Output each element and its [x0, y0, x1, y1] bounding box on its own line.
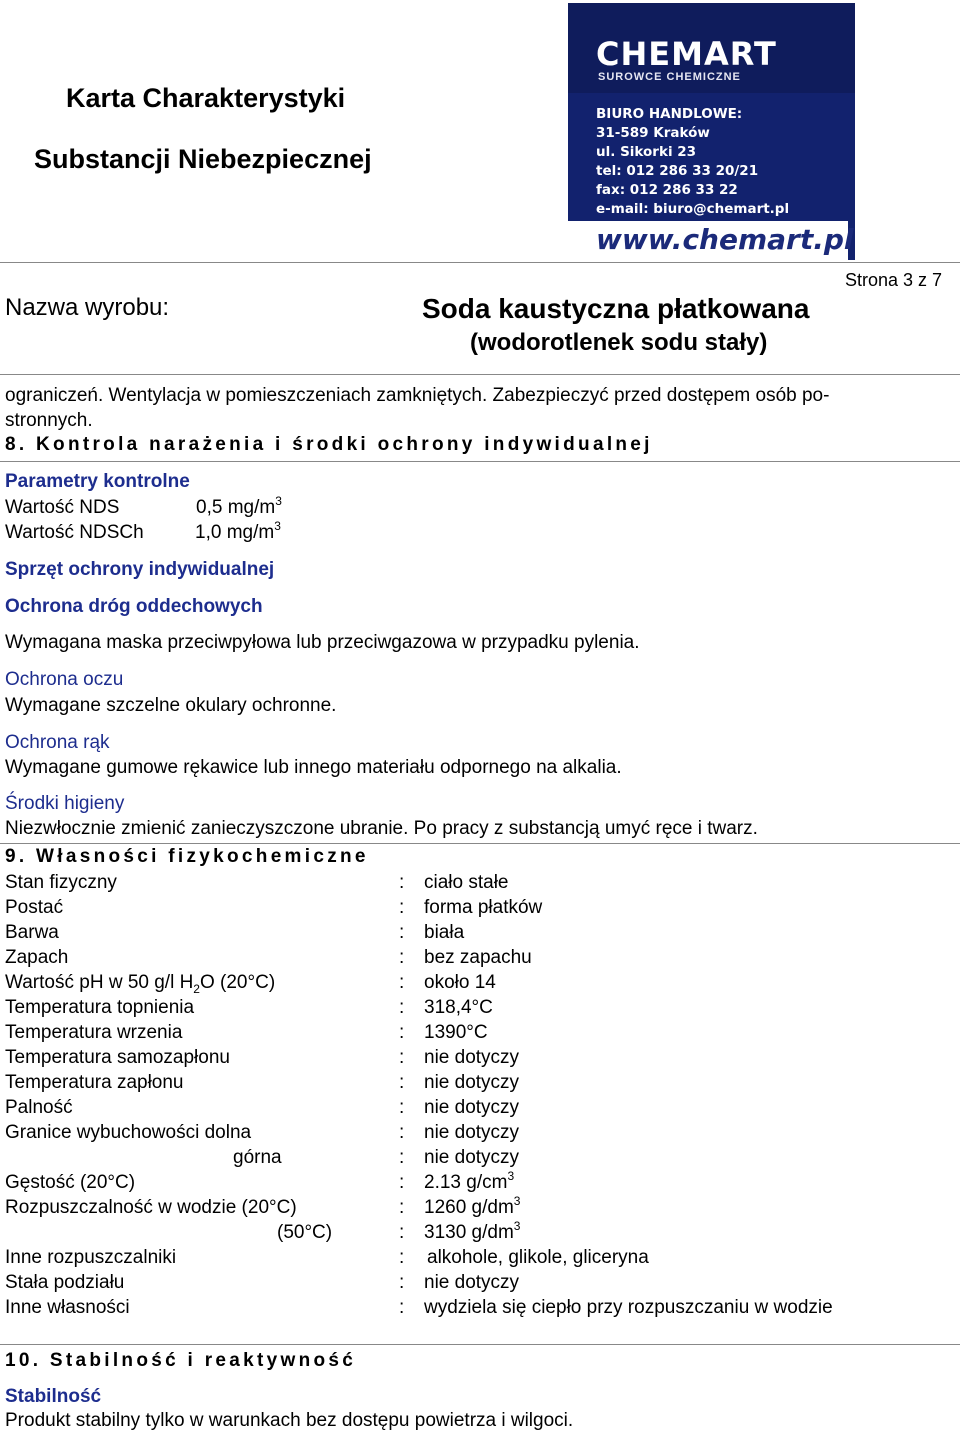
- logo-website: www.chemart.pl: [596, 223, 854, 256]
- property-colon: :: [399, 972, 405, 993]
- property-colon: :: [399, 1047, 405, 1068]
- document-title-line1: Karta Charakterystyki: [66, 83, 346, 113]
- property-value: 2.13 $g/cm^3$: [424, 1168, 515, 1193]
- product-subname: (wodorotlenek sodu stały): [470, 329, 768, 356]
- property-value: 1390°C: [424, 1022, 488, 1043]
- property-label: (50°C): [277, 1222, 333, 1243]
- respiratory-title: Ochrona dróg oddechowych: [5, 596, 263, 617]
- stability-text: Produkt stabilny tylko w warunkach bez dostępu powietrza i wilgoci.: [5, 1410, 574, 1431]
- document-title-line2: Substancji Niebezpiecznej: [34, 144, 372, 174]
- property-label: Inne rozpuszczalniki: [5, 1247, 177, 1268]
- property-value: biała: [424, 922, 465, 943]
- property-value: 1260 $g/dm^3$: [424, 1193, 521, 1218]
- property-colon: :: [399, 1172, 405, 1193]
- property-value: nie dotyczy: [424, 1122, 520, 1143]
- property-label: Stała podziału: [5, 1272, 125, 1293]
- property-colon: :: [399, 1097, 405, 1118]
- ndsch-label: Wartość NDSCh: [5, 522, 144, 543]
- property-label: Rozpuszczalność w wodzie (20°C): [5, 1197, 297, 1218]
- property-colon: :: [399, 897, 405, 918]
- property-value: nie dotyczy: [424, 1047, 520, 1068]
- property-label: Temperatura samozapłonu: [5, 1047, 230, 1068]
- property-label: Stan fizyczny: [5, 872, 117, 893]
- property-value: ciało stałe: [424, 872, 509, 893]
- property-value: 318,4°C: [424, 997, 493, 1018]
- ndsch-value: 1,0 $mg/m^3$: [195, 518, 281, 543]
- intro-line2: stronnych.: [5, 410, 93, 431]
- property-value: forma płatków: [424, 897, 543, 918]
- logo-email: e-mail: biuro@chemart.pl: [596, 201, 790, 217]
- page-indicator: Strona 3 z 7: [845, 270, 943, 290]
- property-colon: :: [399, 1072, 405, 1093]
- product-name: Soda kaustyczna płatkowana: [422, 293, 810, 324]
- hygiene-text: Niezwłocznie zmienić zanieczyszczone ubranie. Po pracy z substancją umyć ręce i twarz.: [5, 818, 758, 839]
- property-label: górna: [233, 1147, 282, 1168]
- property-colon: :: [399, 1222, 405, 1243]
- property-value: około 14: [424, 972, 496, 993]
- company-logo: [568, 3, 855, 260]
- product-label: Nazwa wyrobu:: [5, 294, 170, 321]
- property-colon: :: [399, 1122, 405, 1143]
- property-label: Gęstość (20°C): [5, 1172, 136, 1193]
- intro-line1: ograniczeń. Wentylacja w pomieszczeniach zamkniętych. Zabezpieczyć przed dostępem osób po-: [5, 385, 830, 406]
- section10-heading: 10. Stabilność i reaktywność: [5, 1350, 357, 1371]
- property-value: bez zapachu: [424, 947, 532, 968]
- property-colon: :: [399, 947, 405, 968]
- section10-divider: [0, 1344, 960, 1345]
- header-divider: [0, 262, 960, 263]
- property-label: Inne własności: [5, 1297, 130, 1318]
- logo-tagline: SUROWCE CHEMICZNE: [598, 71, 741, 83]
- property-value: nie dotyczy: [424, 1147, 520, 1168]
- property-label: Temperatura zapłonu: [5, 1072, 184, 1093]
- property-label: Barwa: [5, 922, 59, 943]
- property-colon: :: [399, 922, 405, 943]
- logo-website-band: [568, 221, 855, 260]
- property-label: Zapach: [5, 947, 69, 968]
- hands-title: Ochrona rąk: [5, 732, 110, 753]
- property-colon: :: [399, 872, 405, 893]
- respiratory-text: Wymagana maska przeciwpyłowa lub przeciwgazowa w przypadku pylenia.: [5, 632, 640, 653]
- equipment-title: Sprzęt ochrony indywidualnej: [5, 559, 275, 580]
- property-label: Temperatura topnienia: [5, 997, 195, 1018]
- property-value: wydziela się ciepło przy rozpuszczaniu w wodzie: [424, 1297, 833, 1318]
- property-label: Palność: [5, 1097, 73, 1118]
- logo-address1: 31-589 Kraków: [596, 125, 710, 141]
- property-colon: :: [399, 997, 405, 1018]
- section8-divider: [0, 461, 960, 462]
- eyes-title: Ochrona oczu: [5, 669, 124, 690]
- logo-brand-name: CHEMART: [596, 35, 777, 73]
- property-label: Temperatura wrzenia: [5, 1022, 183, 1043]
- property-value: nie dotyczy: [424, 1097, 520, 1118]
- nds-label: Wartość NDS: [5, 497, 120, 518]
- hygiene-title: Środki higieny: [5, 793, 125, 814]
- property-colon: :: [399, 1197, 405, 1218]
- eyes-text: Wymagane szczelne okulary ochronne.: [5, 695, 337, 716]
- params-title: Parametry kontrolne: [5, 471, 190, 492]
- section8-heading: 8. Kontrola narażenia i środki ochrony indywidualnej: [5, 434, 653, 455]
- property-value: nie dotyczy: [424, 1272, 520, 1293]
- property-colon: :: [399, 1022, 405, 1043]
- property-colon: :: [399, 1297, 405, 1318]
- property-label: Granice wybuchowości dolna: [5, 1122, 252, 1143]
- property-colon: :: [399, 1272, 405, 1293]
- nds-value: 0,5 $mg/m^3$: [196, 493, 282, 518]
- hands-text: Wymagane gumowe rękawice lub innego materiału odpornego na alkalia.: [5, 757, 622, 778]
- logo-address2: ul. Sikorki 23: [596, 144, 697, 160]
- logo-fax: fax: 012 286 33 22: [596, 182, 738, 198]
- stability-title: Stabilność: [5, 1386, 102, 1407]
- property-value: 3130 $g/dm^3$: [424, 1218, 521, 1243]
- product-divider: [0, 374, 960, 375]
- property-value: nie dotyczy: [424, 1072, 520, 1093]
- section9-divider: [0, 843, 960, 844]
- property-value: alkohole, glikole, gliceryna: [427, 1247, 649, 1268]
- logo-tel: tel: 012 286 33 20/21: [596, 163, 759, 179]
- property-colon: :: [399, 1247, 405, 1268]
- section9-heading: 9. Własności fizykochemiczne: [5, 846, 369, 867]
- property-colon: :: [399, 1147, 405, 1168]
- property-label: Wartość pH w 50 g/l $H_2O$ (20°C): [5, 972, 276, 996]
- logo-office: BIURO HANDLOWE:: [596, 106, 743, 122]
- property-label: Postać: [5, 897, 64, 918]
